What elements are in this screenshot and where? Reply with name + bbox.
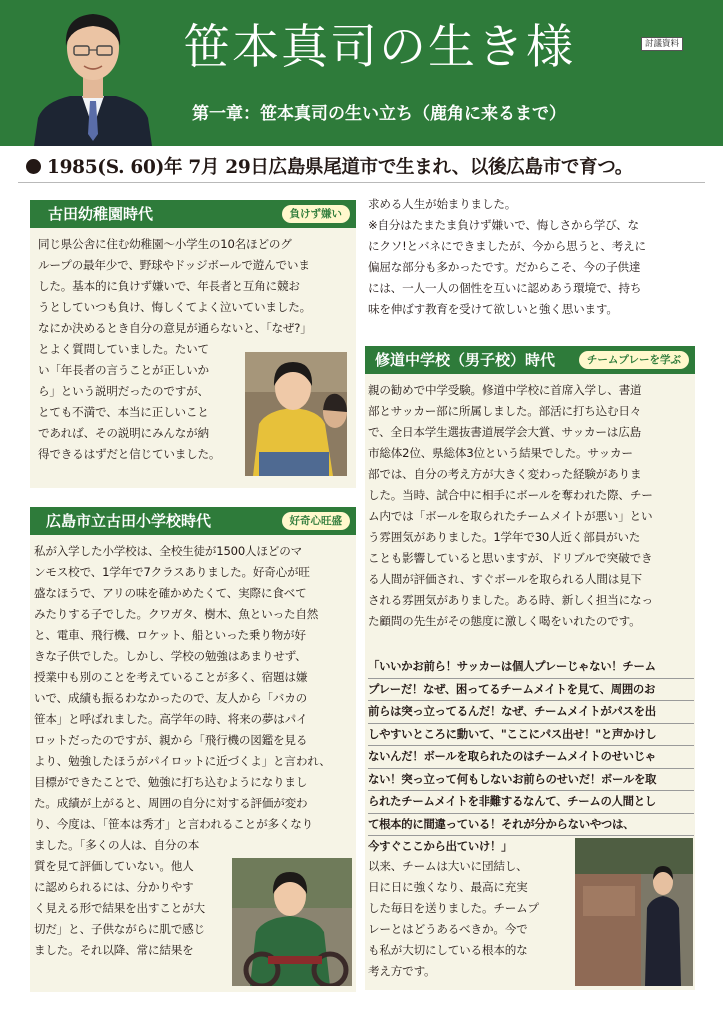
text-line: きな子供でした。しかし、学校の勉強はあまりせず、: [34, 649, 307, 663]
quote-line: ないんだ！ボールを取られたのはチームメイトのせいじゃ: [368, 746, 694, 769]
text-line: 味を伸ばす教育を受けて欲しいと強く思います。: [368, 302, 618, 316]
text-line: り、今度は、「笹本は秀才」と言われることが多くなり: [34, 817, 314, 831]
quote-line: 前らは突っ立ってるんだ！なぜ、チームメイトがパスを出: [368, 701, 694, 724]
text-line: には、一人一人の個性を互いに認めあう環境で、持ち: [368, 281, 642, 295]
text-line: 盛なほうで、アリの味を確かめたくて、実際に食べて: [34, 586, 307, 600]
juniorhigh-header: [365, 346, 695, 374]
text-line: 笹本」と呼ばれました。高学年の時、将来の夢はパイ: [34, 712, 308, 726]
text-line: であれば、その説明にみんなが納: [38, 426, 209, 440]
juniorhigh-title: 修道中学校（男子校）時代: [375, 351, 556, 369]
quote-line: ない！突っ立って何もしないお前らのせいだ！ボールを取: [368, 769, 694, 792]
text-line: た。成績が上がると、周囲の自分に対する評価が変わ: [34, 796, 308, 810]
portrait-photo: [30, 6, 156, 146]
juniorhigh-after-text: [368, 856, 572, 982]
text-line: ンモス校で、1学年で7クラスありました。好奇心が旺: [34, 565, 310, 579]
text-line: と、電車、飛行機、ロケット、船といった乗り物が好: [34, 628, 306, 642]
juniorhigh-uniform-photo: [575, 838, 693, 986]
text-line: レーとはどうあるべきか。今で: [368, 922, 528, 936]
quote-line: プレーだ！なぜ、困ってるチームメイトを見て、周囲のお: [368, 679, 694, 702]
text-line: ム内では「ボールを取られたチームメイトが悪い」とい: [368, 509, 653, 523]
kindergarten-header: [30, 200, 356, 228]
text-line: 以来、チームは大いに団結し、: [368, 859, 528, 873]
text-line: 日に日に強くなり、最高に充実: [368, 880, 528, 894]
text-line: う雰囲気がありました。1学年で30人近く部員がいた: [368, 530, 641, 544]
juniorhigh-tag: チームプレーを学ぶ: [579, 351, 689, 369]
text-line: 市総体2位、県総体3位という結果でした。サッカー: [368, 446, 633, 460]
text-line: うとしていつも負け、悔しくてよく泣いていました。: [38, 300, 311, 314]
juniorhigh-text: [368, 380, 694, 632]
text-line: とても不満で、本当に正しいこと: [38, 405, 209, 419]
text-line: ました。それ以降、常に結果を: [34, 943, 194, 957]
kindergarten-child-photo: [245, 352, 347, 476]
main-title: 笹本真司の生き様: [183, 20, 575, 75]
text-line: ことも影響していると思いますが、ドリブルで突破でき: [368, 551, 653, 565]
text-line: ループの最年少で、野球やドッジボールで遊んでいま: [38, 258, 310, 272]
elementary-tag: 好奇心旺盛: [282, 512, 351, 530]
text-line: 同じ県公舎に住む幼稚園～小学生の10名ほどのグ: [38, 237, 292, 251]
text-line: 部とサッカー部に所属しました。部活に打ち込む日々: [368, 404, 642, 418]
discussion-material-badge: 討議資料: [641, 37, 683, 51]
birth-headline: [26, 153, 633, 179]
text-line: 私が入学した小学校は、全校生徒が1500人ほどのマ: [34, 544, 302, 558]
text-line: した。当時、試合中に相手にボールを奪われた際、チー: [368, 488, 653, 502]
text-line: した毎日を送りました。チームプ: [368, 901, 539, 915]
quote-line: て根本的に間違っている！それが分からないやつは、: [368, 814, 694, 837]
text-line: される雰囲気がありました。ある時、新しく担当になっ: [368, 593, 653, 607]
quote-line: 「いいかお前ら！サッカーは個人プレーじゃない！チーム: [368, 656, 694, 679]
text-line: も私が大切にしている根本的な: [368, 943, 528, 957]
text-line: に認められるには、分かりやす: [34, 880, 194, 894]
text-line: 目標ができたことで、勉強に打ち込むようになりまし: [34, 775, 308, 789]
elementary-child-photo: [232, 858, 352, 986]
text-line: 得できるはずだと信じていました。: [38, 447, 221, 461]
elementary-header: [30, 507, 356, 535]
text-line: ※自分はたまたま負けず嫌いで、悔しさから学び、な: [368, 218, 639, 232]
text-line: る人間が評価され、すぐボールを取られる人間は見下: [368, 572, 642, 586]
text-line: とよく質問していました。たいて: [38, 342, 209, 356]
text-line: ら」という説明だったのですが、: [38, 384, 209, 398]
text-line: で、全日本学生選抜書道展学会大賞、サッカーは広島: [368, 425, 641, 439]
text-line: 親の勧めで中学受験。修道中学校に首席入学し、書道: [368, 383, 642, 397]
text-line: 授業中も別のことを考えていることが多く、宿題は嫌: [34, 670, 308, 684]
kindergarten-tag: 負けず嫌い: [282, 205, 351, 223]
text-line: た顧問の先生がその態度に激しく喝をいれたのです。: [368, 614, 641, 628]
text-line: いで、成績も振るわなかったので、友人から「バカの: [34, 691, 307, 705]
text-line: 偏屈な部分も多かったです。だからこそ、今の子供達: [368, 260, 641, 274]
text-line: く見える形で結果を出すことが大: [34, 901, 205, 915]
text-line: より、勉強したほうがパイロットに近づくよ」と言われ、: [34, 754, 331, 768]
elementary-continued-text: [368, 194, 698, 320]
text-line: みたりする子でした。クワガタ、樹木、魚といった自然: [34, 607, 319, 621]
headline-divider: [18, 182, 705, 183]
coach-quote: [368, 656, 694, 858]
text-line: ました。「多くの人は、自分の本: [34, 838, 200, 852]
text-line: 求める人生が始まりました。: [368, 197, 517, 211]
text-line: 切だ」と、子供ながらに肌で感じ: [34, 922, 205, 936]
text-line: 質を見て評価していない。他人: [34, 859, 194, 873]
text-line: ロットだったのですが、親から「飛行機の図鑑を見る: [34, 733, 308, 747]
text-line: 考え方です。: [368, 964, 436, 978]
quote-line: られたチームメイトを非難するなんて、チームの人間とし: [368, 791, 694, 814]
kindergarten-title: 古田幼稚園時代: [48, 205, 154, 223]
chapter-subtitle: 第一章：笹本真司の生い立ち（鹿角に来るまで）: [192, 104, 566, 124]
text-line: なにか決めるとき自分の意見が通らないと、「なぜ?」: [38, 321, 312, 335]
birth-headline-text: 1985(S. 60)年 7月 29日広島県尾道市で生まれ、以後広島市で育つ。: [47, 157, 633, 178]
elementary-title: 広島市立古田小学校時代: [46, 512, 212, 530]
text-line: 部では、自分の考え方が大きく変わった経験がありま: [368, 467, 642, 481]
quote-line: 今すぐここから出ていけ！」: [368, 839, 513, 853]
bullet-dot-icon: [26, 159, 41, 174]
text-line: い「年長者の言うことが正しいか: [38, 363, 209, 377]
text-line: にクソ!とバネにできましたが、今から思うと、考えに: [368, 239, 646, 253]
quote-line: しやすいところに動いて、"ここにパス出せ！"と声かけし: [368, 724, 694, 747]
text-line: した。基本的に負けず嫌いで、年長者と互角に競お: [38, 279, 300, 293]
